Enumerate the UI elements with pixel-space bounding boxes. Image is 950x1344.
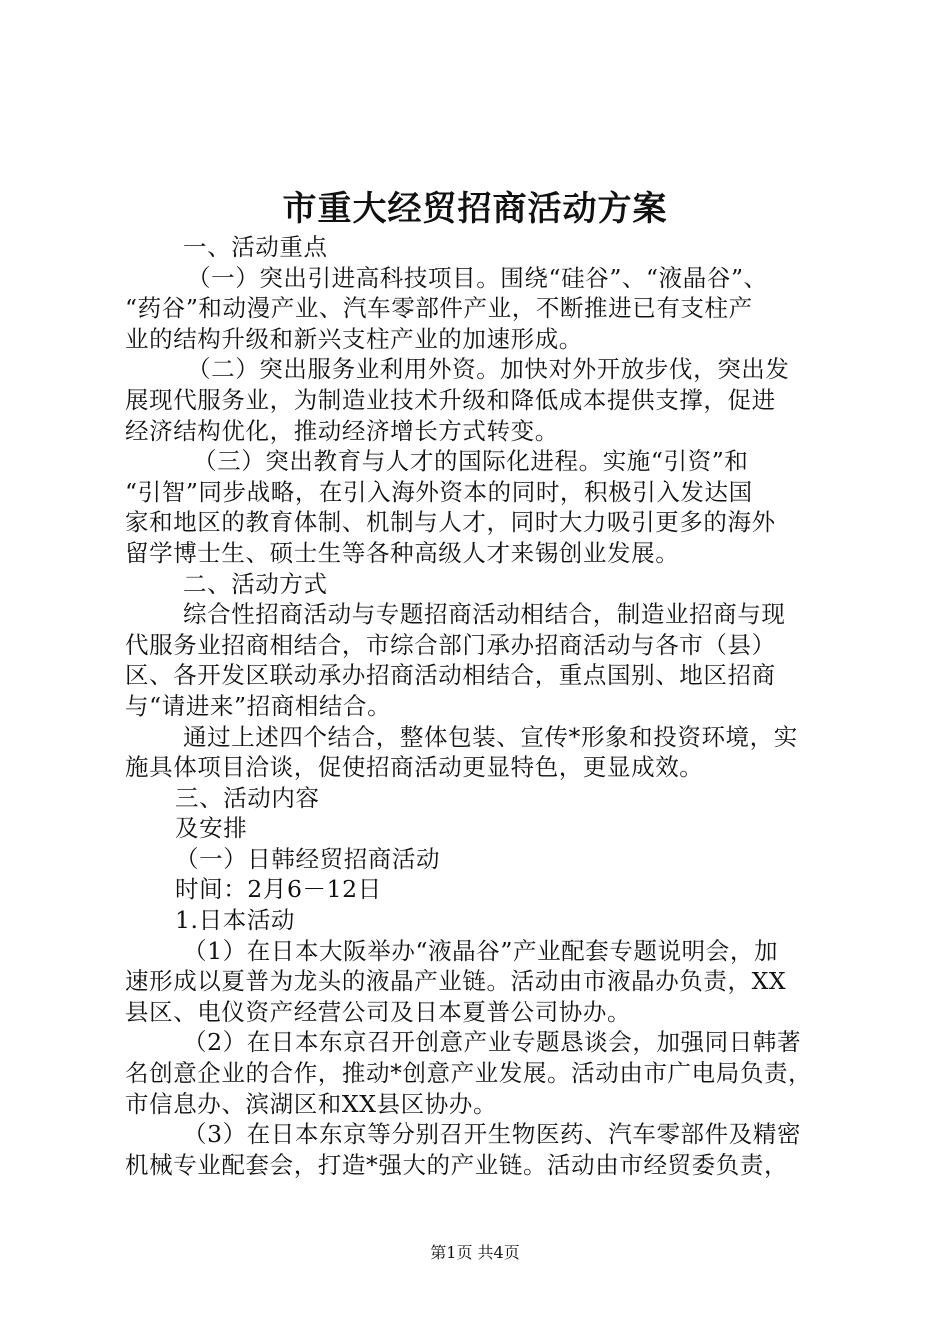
text-line: 家和地区的教育体制、机制与人才，同时大力吸引更多的海外 [125, 508, 776, 537]
text-line: 经济结构优化，推动经济增长方式转变。 [125, 416, 559, 445]
text-line: （二）突出服务业利用外资。加快对外开放步伐，突出发 [187, 355, 790, 384]
text-line: 速形成以夏普为龙头的液晶产业链。活动由市液晶办负责，XX [125, 967, 787, 996]
page-footer: 第1页 共4页 [430, 1243, 520, 1262]
text-line: （一）突出引进高科技项目。围绕“硅谷”、“液晶谷”、 [187, 263, 768, 292]
text-line: 及安排 [175, 814, 248, 843]
text-line: 1.日本活动 [175, 906, 296, 935]
text-line: 业的结构升级和新兴支柱产业的加速形成。 [125, 324, 583, 353]
text-line: 综合性招商活动与专题招商活动相结合，制造业招商与现 [183, 600, 786, 629]
document-title: 市重大经贸招商活动方案 [282, 189, 668, 229]
text-line: 三、活动内容 [175, 783, 320, 812]
text-line: （1）在日本大阪举办“液晶谷”产业配套专题说明会，加 [183, 936, 779, 965]
text-line: （2）在日本东京召开创意产业专题恳谈会，加强同日韩著 [183, 1028, 802, 1057]
text-line: 与“请进来”招商相结合。 [125, 691, 392, 720]
text-line: 展现代服务业，为制造业技术升级和降低成本提供支撑，促进 [125, 385, 776, 414]
text-line: 市信息办、滨湖区和XX县区协办。 [125, 1089, 498, 1118]
text-line: 留学博士生、硕士生等各种高级人才来锡创业发展。 [125, 538, 680, 567]
text-line: 代服务业招商相结合，市综合部门承办招商活动与各市（县） [125, 630, 776, 659]
text-line: （三）突出教育与人才的国际化进程。实施“引资”和 [193, 447, 749, 476]
text-line: 时间：2月6－12日 [175, 875, 382, 904]
text-line: 二、活动方式 [183, 569, 328, 598]
text-line: （3）在日本东京等分别召开生物医药、汽车零部件及精密 [183, 1120, 802, 1149]
text-line: 施具体项目洽谈，促使招商活动更显特色，更显成效。 [125, 753, 704, 782]
text-line: 名创意企业的合作，推动*创意产业发展。活动由市广电局负责， [125, 1059, 813, 1088]
document-body [125, 232, 845, 1180]
text-line: 区、各开发区联动承办招商活动相结合，重点国别、地区招商 [125, 661, 776, 690]
text-line: 机械专业配套会，打造*强大的产业链。活动由市经贸委负责， [125, 1150, 789, 1179]
text-line: 通过上述四个结合，整体包装、宣传*形象和投资环境，实 [183, 722, 798, 751]
text-line: 县区、电仪资产经营公司及日本夏普公司协办。 [125, 997, 632, 1026]
text-line: 一、活动重点 [183, 233, 328, 261]
text-line: （一）日韩经贸招商活动 [175, 844, 441, 873]
text-line: “药谷”和动漫产业、汽车零部件产业，不断推进已有支柱产 [125, 294, 753, 323]
text-line: “引智”同步战略，在引入海外资本的同时，积极引入发达国 [125, 477, 753, 506]
